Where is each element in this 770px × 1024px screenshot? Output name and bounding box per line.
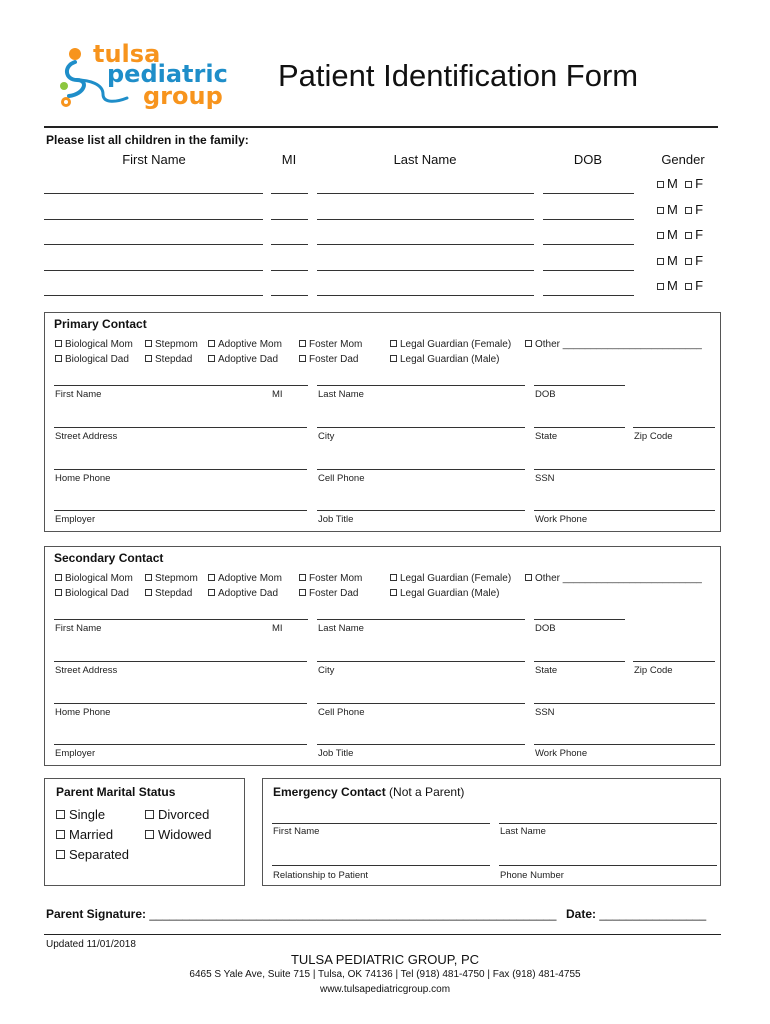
checkbox-icon [56,850,65,859]
col-last-name: Last Name [393,152,457,167]
marital-divorced[interactable]: Divorced [145,807,209,822]
job-title-field[interactable] [317,744,525,745]
employer-label: Employer [55,514,96,525]
checkbox-icon [685,207,692,214]
last-name-field[interactable] [317,619,525,620]
checkbox-icon [208,355,215,362]
employer-field[interactable] [54,744,307,745]
child-gender-options [657,176,703,191]
emergency-last-name-label: Last Name [500,826,546,837]
checkbox-icon [390,589,397,596]
checkbox-icon [145,830,154,839]
emergency-last-name-field[interactable] [499,823,717,824]
first-name-label: First Name [55,389,102,400]
gender-m-option[interactable]: M [657,202,678,217]
checkbox-icon [657,181,664,188]
last-name-field[interactable] [317,385,525,386]
job-title-label: Job Title [318,748,354,759]
street-label: Street Address [55,431,118,442]
ssn-field[interactable] [534,703,715,704]
marital-status-box [44,778,245,886]
marital-single[interactable]: Single [56,807,105,822]
first-name-field[interactable] [54,619,307,620]
col-dob: DOB [573,152,603,167]
footer-website: www.tulsapediatricgroup.com [319,984,451,995]
employer-field[interactable] [54,510,307,511]
page-title: Patient Identification Form [278,58,639,93]
dob-field[interactable] [534,385,625,386]
emergency-relationship-label: Relationship to Patient [273,870,369,881]
relationship-adoptive-dad-option[interactable]: Adoptive Dad [208,354,278,365]
ssn-field[interactable] [534,469,715,470]
mi-label: MI [272,389,283,400]
child-mi-field[interactable] [271,244,308,245]
home-phone-label: Home Phone [55,473,111,484]
relationship-adoptive-mom-option[interactable]: Adoptive Mom [208,339,282,350]
state-label: State [535,665,558,676]
city-label: City [318,431,335,442]
relationship-bio-mom-option[interactable]: Biological Mom [55,339,133,350]
child-dob-field[interactable] [543,193,634,194]
relationship-bio-dad-option[interactable]: Biological Dad [55,354,129,365]
ssn-label: SSN [535,707,555,718]
checkbox-icon [525,574,532,581]
primary-contact-heading: Primary Contact [54,317,147,331]
state-label: State [535,431,558,442]
primary-contact-box [44,312,721,532]
relationship-stepmom-option[interactable]: Stepmom [145,339,198,350]
checkbox-icon [657,207,664,214]
child-gender-options [657,278,703,293]
street-field[interactable] [54,661,307,662]
marital-married[interactable]: Married [56,827,113,842]
child-last-name-field[interactable] [317,244,534,245]
gender-m-option[interactable]: M [657,176,678,191]
mi-label: MI [272,623,283,634]
gender-m-option[interactable]: M [657,253,678,268]
child-dob-field[interactable] [543,219,634,220]
state-field[interactable] [534,427,625,428]
gender-f-option[interactable]: F [685,278,703,293]
relationship-adoptive-dad-option[interactable]: Adoptive Dad [208,588,278,599]
checkbox-icon [145,810,154,819]
relationship-guardian-male-option[interactable]: Legal Guardian (Male) [390,354,500,365]
logo-text-tulsa: tulsa [93,40,161,68]
gender-f-option[interactable]: F [685,227,703,242]
first-name-field[interactable] [54,385,307,386]
city-field[interactable] [317,427,525,428]
child-dob-field[interactable] [543,270,634,271]
state-field[interactable] [534,661,625,662]
footer-divider [44,934,721,935]
checkbox-icon [208,340,215,347]
emergency-phone-label: Phone Number [500,870,564,881]
last-name-label: Last Name [318,623,364,634]
checkbox-icon [208,574,215,581]
checkbox-icon [56,830,65,839]
child-dob-field[interactable] [543,295,634,296]
child-last-name-field[interactable] [317,270,534,271]
child-first-name-field[interactable] [44,270,263,271]
cell-phone-label: Cell Phone [318,707,365,718]
logo [55,40,228,115]
child-first-name-field[interactable] [44,219,263,220]
city-label: City [318,665,335,676]
relationship-stepdad-option[interactable]: Stepdad [145,588,192,599]
checkbox-icon [55,589,62,596]
marital-widowed[interactable]: Widowed [145,827,211,842]
checkbox-icon [145,340,152,347]
col-mi: MI [281,152,297,167]
emergency-relationship-field[interactable] [272,865,490,866]
checkbox-icon [685,232,692,239]
marital-separated[interactable]: Separated [56,847,129,862]
dob-label: DOB [535,389,556,400]
relationship-foster-mom-option[interactable]: Foster Mom [299,339,362,350]
checkbox-icon [55,355,62,362]
gender-m-option[interactable]: M [657,278,678,293]
child-gender-options [657,202,703,217]
job-title-field[interactable] [317,510,525,511]
secondary-contact-heading: Secondary Contact [54,551,164,565]
dob-field[interactable] [534,619,625,620]
child-first-name-field[interactable] [44,244,263,245]
secondary-contact-box [44,546,721,766]
checkbox-icon [525,340,532,347]
street-label: Street Address [55,665,118,676]
city-field[interactable] [317,661,525,662]
relationship-foster-dad-option[interactable]: Foster Dad [299,588,358,599]
first-name-label: First Name [55,623,102,634]
child-dob-field[interactable] [543,244,634,245]
last-name-label: Last Name [318,389,364,400]
mi-field[interactable] [271,385,308,386]
relationship-foster-dad-option[interactable]: Foster Dad [299,354,358,365]
relationship-foster-mom-option[interactable]: Foster Mom [299,573,362,584]
mi-field[interactable] [271,619,308,620]
checkbox-icon [145,355,152,362]
work-phone-field[interactable] [534,744,715,745]
work-phone-label: Work Phone [535,514,588,525]
gender-f-option[interactable]: F [685,176,703,191]
relationship-other-option[interactable]: Other _________________________ [525,339,702,350]
checkbox-icon [299,355,306,362]
checkbox-icon [657,283,664,290]
child-last-name-field[interactable] [317,219,534,220]
col-gender: Gender [661,152,705,167]
checkbox-icon [390,340,397,347]
relationship-bio-mom-option[interactable]: Biological Mom [55,573,133,584]
updated-date: Updated 11/01/2018 [46,939,136,950]
home-phone-field[interactable] [54,469,307,470]
zip-label: Zip Code [634,431,673,442]
zip-field[interactable] [633,661,715,662]
checkbox-icon [657,258,664,265]
home-phone-label: Home Phone [55,707,111,718]
work-phone-label: Work Phone [535,748,588,759]
employer-label: Employer [55,748,96,759]
child-mi-field[interactable] [271,270,308,271]
relationship-guardian-female-option[interactable]: Legal Guardian (Female) [390,573,511,584]
emergency-contact-heading: Emergency Contact (Not a Parent) [273,785,465,799]
checkbox-icon [56,810,65,819]
home-phone-field[interactable] [54,703,307,704]
checkbox-icon [657,232,664,239]
signature-date-field[interactable]: Date: ________________ [566,907,707,921]
gender-f-option[interactable]: F [685,253,703,268]
relationship-stepmom-option[interactable]: Stepmom [145,573,198,584]
cell-phone-field[interactable] [317,703,525,704]
child-first-name-field[interactable] [44,193,263,194]
checkbox-icon [145,589,152,596]
child-last-name-field[interactable] [317,295,534,296]
child-gender-options [657,227,703,242]
header-divider [44,126,718,128]
relationship-adoptive-mom-option[interactable]: Adoptive Mom [208,573,282,584]
checkbox-icon [299,589,306,596]
child-mi-field[interactable] [271,219,308,220]
gender-f-option[interactable]: F [685,202,703,217]
emergency-first-name-field[interactable] [272,823,490,824]
child-last-name-field[interactable] [317,193,534,194]
child-mi-field[interactable] [271,193,308,194]
checkbox-icon [55,574,62,581]
relationship-bio-dad-option[interactable]: Biological Dad [55,588,129,599]
relationship-other-option[interactable]: Other _________________________ [525,573,702,584]
work-phone-field[interactable] [534,510,715,511]
parent-signature-field[interactable]: Parent Signature: _____________________________________________________________ [46,907,557,921]
logo-text-pediatric: pediatric [107,60,228,88]
footer-org-name: TULSA PEDIATRIC GROUP, PC [290,952,480,967]
cell-phone-field[interactable] [317,469,525,470]
cell-phone-label: Cell Phone [318,473,365,484]
col-first-name: First Name [122,152,186,167]
checkbox-icon [145,574,152,581]
gender-m-option[interactable]: M [657,227,678,242]
relationship-guardian-female-option[interactable]: Legal Guardian (Female) [390,339,511,350]
emergency-phone-field[interactable] [499,865,717,866]
children-heading: Please list all children in the family: [46,133,249,147]
child-gender-options [657,253,703,268]
street-field[interactable] [54,427,307,428]
checkbox-icon [390,355,397,362]
relationship-guardian-male-option[interactable]: Legal Guardian (Male) [390,588,500,599]
logo-text-group: group [143,82,223,110]
checkbox-icon [685,283,692,290]
job-title-label: Job Title [318,514,354,525]
checkbox-icon [299,574,306,581]
checkbox-icon [55,340,62,347]
child-mi-field[interactable] [271,295,308,296]
dob-label: DOB [535,623,556,634]
marital-status-heading: Parent Marital Status [56,785,176,799]
checkbox-icon [390,574,397,581]
zip-label: Zip Code [634,665,673,676]
relationship-stepdad-option[interactable]: Stepdad [145,354,192,365]
checkbox-icon [208,589,215,596]
emergency-contact-box [262,778,721,886]
checkbox-icon [685,181,692,188]
checkbox-icon [685,258,692,265]
checkbox-icon [299,340,306,347]
child-first-name-field[interactable] [44,295,263,296]
zip-field[interactable] [633,427,715,428]
footer-address: 6465 S Yale Ave, Suite 715 | Tulsa, OK 74136 | Tel (918) 481-4750 | Fax (918) 481-4755 [189,969,581,980]
emergency-first-name-label: First Name [273,826,320,837]
ssn-label: SSN [535,473,555,484]
